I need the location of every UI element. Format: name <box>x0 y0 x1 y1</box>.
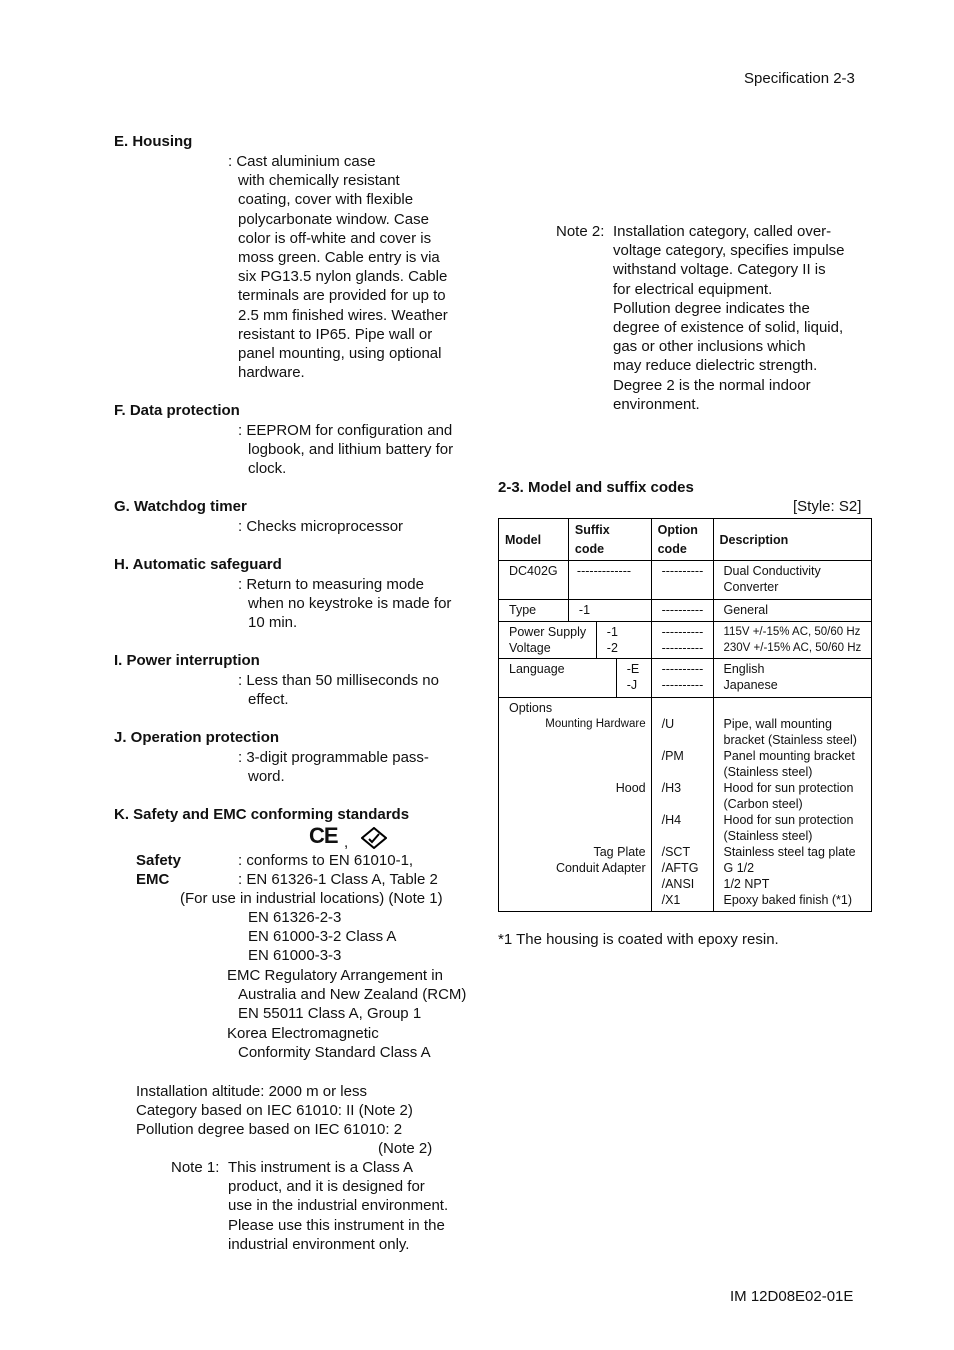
table-row <box>499 622 872 659</box>
type-option: ---------- <box>651 600 713 622</box>
safety-label: Safety <box>136 852 182 869</box>
mark-separator: , <box>344 834 349 851</box>
type-desc: General <box>713 600 872 622</box>
safety-value: : conforms to EN 61010-1, <box>238 852 414 869</box>
model-code-table <box>498 518 872 912</box>
type-label: Type <box>499 600 569 622</box>
installation-note-ref: (Note 2) <box>378 1140 433 1157</box>
emc-note: (For use in industrial locations) (Note 1) <box>180 890 443 907</box>
emc-value: : EN 61326-1 Class A, Table 2 <box>238 871 438 888</box>
note1-text: This instrument is a Class A product, and it is designed for use in the industrial environment. Please use this instrument in the industrial environment only. <box>228 1159 449 1253</box>
options-desc: Pipe, wall mounting bracket (Stainless steel) Panel mounting bracket (Stainless steel) Hood for sun protection (Carbon steel) Hood for sun protection (Stainless steel) Stainless steel tag plate G 1/2 1/2 NPT Epoxy baked finish (*1) <box>713 698 872 912</box>
model-section-title: 2-3. Model and suffix codes <box>498 479 694 496</box>
section-safety-emc-title: K. Safety and EMC conforming standards <box>114 806 410 823</box>
dc402g-model: DC402G <box>499 561 569 600</box>
note2-label: Note 2: <box>556 223 605 240</box>
table-row <box>499 659 872 698</box>
table-row-options <box>499 698 872 912</box>
power-interruption-text: : Less than 50 milliseconds no effect. <box>238 672 439 709</box>
options-label-cell: Options Mounting Hardware Hood Tag Plate Conduit Adapter <box>499 698 652 912</box>
section-watchdog-title: G. Watchdog timer <box>114 498 247 515</box>
table-footnote: *1 The housing is coated with epoxy resin. <box>498 931 779 948</box>
options-codes: /U /PM /H3 /H4 /SCT /AFTG /ANSI /X1 <box>651 698 713 912</box>
page-footer: IM 12D08E02-01E <box>730 1288 854 1305</box>
note2-text: Installation category, called over- voltage category, specifies impulse withstand voltage. Category II is for electrical equipment. Pollution degree indicates the degree of existence of solid, liquid, gas or other inclusions which may reduce dielectric strength. Degree 2 is the normal indoor environment. <box>613 223 845 413</box>
rcm-text: EMC Regulatory Arrangement in Australia and New Zealand (RCM) EN 55011 Class A, Group 1 Korea Electromagnetic Conformity Standard Class A <box>227 967 467 1061</box>
page-header: Specification 2-3 <box>744 70 855 87</box>
section-safeguard-title: H. Automatic safeguard <box>114 556 282 573</box>
style-label: [Style: S2] <box>793 498 862 515</box>
header-description: Description <box>713 519 872 561</box>
section-power-interruption-title: I. Power interruption <box>114 652 260 669</box>
ce-mark-icon: CE <box>309 823 338 848</box>
rcm-mark-icon <box>361 827 387 849</box>
note1-label: Note 1: <box>171 1159 220 1176</box>
installation-text: Installation altitude: 2000 m or less Category based on IEC 61010: II (Note 2) Pollution degree based on IEC 61010: 2 <box>136 1083 413 1139</box>
header-suffix: Suffix code <box>568 519 651 561</box>
dc402g-desc: Dual Conductivity Converter <box>713 561 872 600</box>
safeguard-text: : Return to measuring mode when no keystroke is made for 10 min. <box>238 576 452 632</box>
dc402g-suffix: ------------- <box>568 561 651 600</box>
section-data-protection-title: F. Data protection <box>114 402 240 419</box>
header-option: Option code <box>651 519 713 561</box>
language-suffix: -E -J <box>616 659 651 698</box>
power-desc: 115V +/-15% AC, 50/60 Hz 230V +/-15% AC, 50/60 Hz <box>713 622 872 659</box>
table-row <box>499 561 872 600</box>
type-suffix: -1 <box>568 600 651 622</box>
table-header-row <box>499 519 872 561</box>
power-option: ---------- ---------- <box>651 622 713 659</box>
language-desc: English Japanese <box>713 659 872 698</box>
housing-text: : Cast aluminium case with chemically resistant coating, cover with flexible polycarbonate window. Case color is off-white and cover is moss green. Cable entry is via six PG13.5 nylon glands. Cable terminals are provided for up to 2.5 mm finished wires. Weather resistant to IP65. Pipe wall or panel mounting, using optional hardware. <box>228 153 448 382</box>
language-label: Language <box>499 659 617 698</box>
data-protection-text: : EEPROM for configuration and logbook, and lithium battery for clock. <box>238 422 454 478</box>
section-operation-protection-title: J. Operation protection <box>114 729 280 746</box>
watchdog-text: : Checks microprocessor <box>238 518 404 535</box>
dc402g-option: ---------- <box>651 561 713 600</box>
table-row <box>499 600 872 622</box>
emc-standards: EN 61326-2-3 EN 61000-3-2 Class A EN 61000-3-3 <box>248 909 397 965</box>
power-suffix: -1 -2 <box>596 622 651 659</box>
emc-label: EMC <box>136 871 170 888</box>
header-model: Model <box>499 519 569 561</box>
operation-protection-text: : 3-digit programmable pass- word. <box>238 749 429 786</box>
power-label: Power Supply Voltage <box>499 622 597 659</box>
section-housing-title: E. Housing <box>114 133 193 150</box>
language-option: ---------- ---------- <box>651 659 713 698</box>
